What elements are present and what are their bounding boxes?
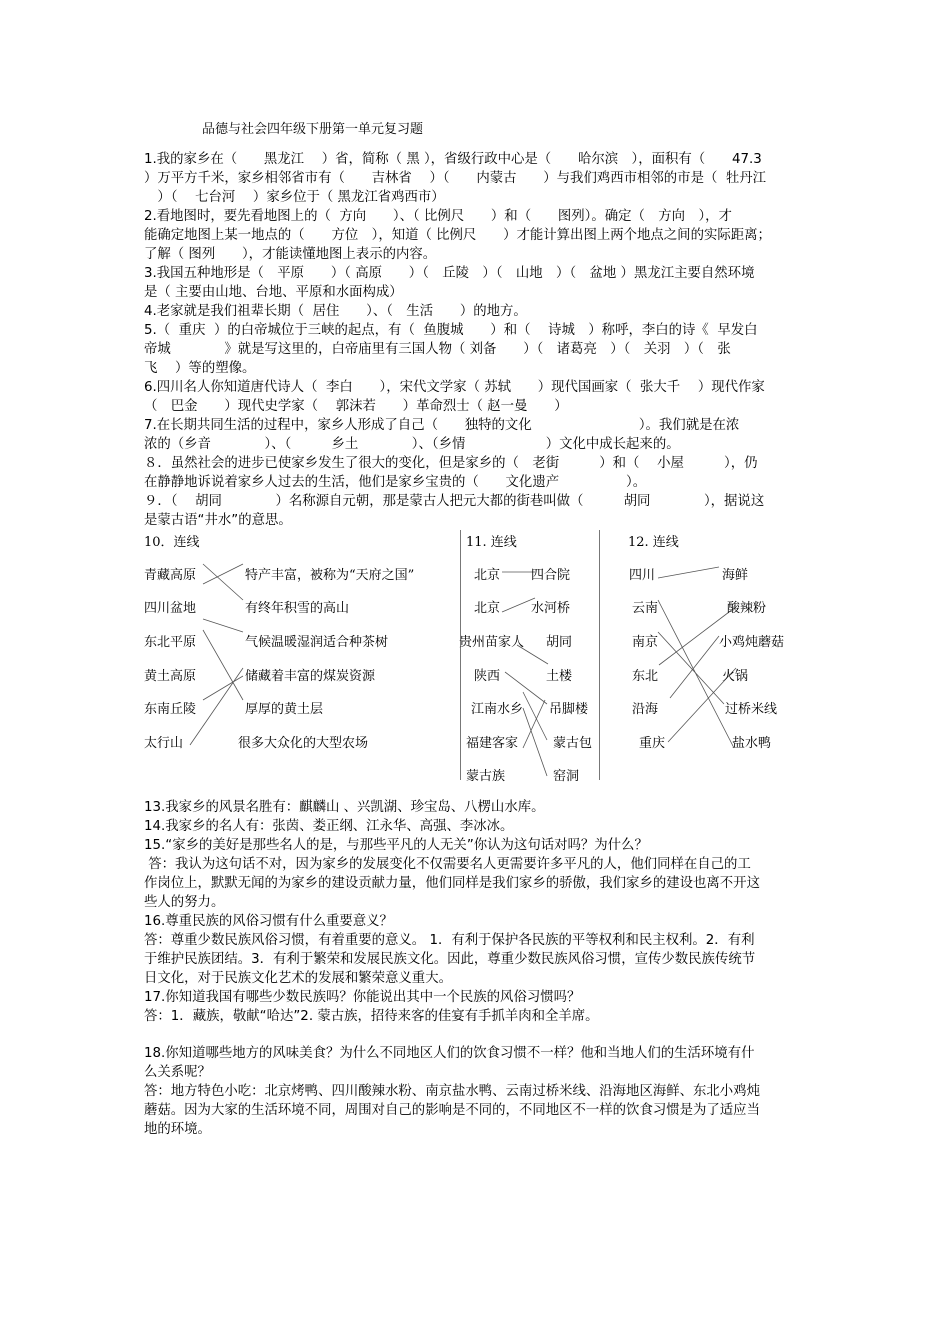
match-12-left: 南京 bbox=[632, 635, 659, 650]
match-12-right: 火锅 bbox=[722, 669, 749, 684]
match-11-left: 蒙古族 bbox=[466, 769, 506, 784]
match-11-left: 福建客家 bbox=[466, 736, 519, 751]
match-10-right: 特产丰富，被称为“天府之国” bbox=[245, 568, 415, 583]
match-11-right: 窑洞 bbox=[553, 769, 580, 784]
match-12-right: 过桥米线 bbox=[725, 702, 778, 717]
question-14: 14.我家乡的名人有：张茵、娄正纲、江永华、高强、李冰冰。 bbox=[144, 819, 514, 834]
match-10-right: 气候温暖湿润适合种茶树 bbox=[245, 635, 389, 650]
match-12-left: 云南 bbox=[632, 601, 659, 616]
page-title: 品德与社会四年级下册第一单元复习题 bbox=[202, 122, 424, 137]
match-12-left: 沿海 bbox=[632, 702, 659, 717]
match-11-right: 水河桥 bbox=[531, 601, 571, 616]
match-12-left: 四川 bbox=[629, 568, 656, 583]
question-3: 3.我国五种地形是（ 平原 ）（ 高原 ）（ 丘陵 ）（ 山地 ）（ 盆地 ）黑龙江主要自然环境 是（ 主要由山地、台地、平原和水面构成） bbox=[144, 266, 755, 300]
question-9: ９．（ 胡同 ）名称源自元朝，那是蒙古人把元大都的街巷叫做（ 胡同 ），据说这 是蒙古语“井水”的意思。 bbox=[144, 494, 765, 528]
question-1: 1.我的家乡在（ 黑龙江 ）省，简称（ 黑 ），省级行政中心是（ 哈尔滨 ），面积有（ 47.3 ）万平方千米，家乡相邻省市有（ 吉林省 ）（ 内蒙古 ）与我们鸡西市相邻的市是（ 牡丹江 ）（ 七台河 ）家乡位于（ 黑龙江省鸡西市） bbox=[144, 152, 767, 205]
match-11-right: 胡同 bbox=[546, 635, 573, 650]
match-10-left: 太行山 bbox=[144, 736, 184, 751]
match-11-left: 江南水乡 bbox=[471, 702, 524, 717]
question-5: 5.（ 重庆 ）的白帝城位于三峡的起点，有（ 鱼腹城 ）和（ 诗城 ）称呼，李白的诗《 早发白 帝城 》就是写这里的，白帝庙里有三国人物（ 刘备 ）（ 诸葛亮 ）（ 关羽 ）（ 张 飞 ）等的塑像。 bbox=[144, 323, 758, 376]
question-7: 7.在长期共同生活的过程中，家乡人形成了自己（ 独特的文化 ）。我们就是在浓 浓的（乡音 ）、（ 乡土 ）、（乡情 ）文化中成长起来的。 bbox=[144, 418, 740, 452]
match-10-left: 青藏高原 bbox=[144, 568, 197, 583]
match-12-right: 海鲜 bbox=[722, 568, 749, 583]
question-4: 4.老家就是我们祖辈长期（ 居住 ）、（ 生活 ）的地方。 bbox=[144, 304, 527, 319]
match-10-left: 四川盆地 bbox=[144, 601, 197, 616]
question-16: 16.尊重民族的风俗习惯有什么重要意义？ 答：尊重少数民族风俗习惯，有着重要的意义。 1．有利于保护各民族的平等权利和民主权利。2．有利 于维护民族团结。3．有利于繁荣和发展民族文化。因此，尊重少数民族风俗习惯，宣传少数民族传统节 日文化，对于民族文化艺术的发展和繁荣意义重大。 bbox=[144, 914, 756, 986]
question-17: 17.你知道我国有哪些少数民族吗？你能说出其中一个民族的风俗习惯吗？ 答：1．藏族，敬献“哈达”2. 蒙古族，招待来客的佳宴有手抓羊肉和全羊席。 bbox=[144, 990, 599, 1024]
match-10-right: 厚厚的黄土层 bbox=[245, 702, 324, 717]
match-11-left: 北京 bbox=[474, 568, 501, 583]
match-10-left: 黄土高原 bbox=[144, 669, 197, 684]
question-13: 13.我家乡的风景名胜有：麒麟山 、兴凯湖、珍宝岛、八楞山水库。 bbox=[144, 800, 545, 815]
match-11-right: 四合院 bbox=[531, 568, 571, 583]
match-12-right: 酸辣粉 bbox=[727, 601, 767, 616]
match-10-right: 很多大众化的大型农场 bbox=[238, 736, 369, 751]
match-12-left: 东北 bbox=[632, 669, 659, 684]
question-15: 15.“家乡的美好是那些名人的是，与那些平凡的人无关”你认为这句话对吗？为什么？ 答：我认为这句话不对，因为家乡的发展变化不仅需要名人更需要许多平凡的人，他们同样在自己的工 作岗位上，默默无闻的为家乡的建设贡献力量，他们同样是我们家乡的骄傲，我们家乡的建设也离不开这 些人的努力。 bbox=[144, 838, 760, 910]
match-11-left: 北京 bbox=[474, 601, 501, 616]
match-11-right: 蒙古包 bbox=[553, 736, 593, 751]
match-12-heading: 12. 连线 bbox=[628, 535, 679, 550]
match-12-right: 小鸡炖蘑菇 bbox=[719, 635, 785, 650]
match-10-heading: 10．连线 bbox=[144, 535, 200, 550]
match-12-left: 重庆 bbox=[639, 736, 666, 751]
question-8: ８．虽然社会的进步已使家乡发生了很大的变化，但是家乡的（ 老街 ）和（ 小屋 ），仍 在静静地诉说着家乡人过去的生活，他们是家乡宝贵的（ 文化遗产 ）。 bbox=[144, 456, 758, 490]
match-11-heading: 11. 连线 bbox=[466, 535, 517, 550]
match-11-right: 土楼 bbox=[546, 669, 573, 684]
match-11-left: 贵州苗家人 bbox=[459, 635, 525, 650]
question-6: 6.四川名人你知道唐代诗人（ 李白 ），宋代文学家（ 苏轼 ）现代国画家（ 张大千 ）现代作家 （ 巴金 ）现代史学家（ 郭沫若 ）革命烈士（ 赵一曼 ） bbox=[144, 380, 765, 414]
match-11-right: 吊脚楼 bbox=[549, 702, 589, 717]
question-18: 18.你知道哪些地方的风味美食？为什么不同地区人们的饮食习惯不一样？他和当地人们的生活环境有什 么关系呢？ 答：地方特色小吃：北京烤鸭、四川酸辣水粉、南京盐水鸭、云南过桥米线、沿海地区海鲜、东北小鸡炖 蘑菇。因为大家的生活环境不同，周围对自己的影响是不同的，不同地区不一样的饮食习惯是为了适应当 地的环境。 bbox=[144, 1046, 760, 1137]
match-10-right: 储藏着丰富的煤炭资源 bbox=[245, 669, 376, 684]
match-10-left: 东北平原 bbox=[144, 635, 197, 650]
match-10-left: 东南丘陵 bbox=[144, 702, 197, 717]
match-10-right: 有终年积雪的高山 bbox=[245, 601, 350, 616]
match-12-right: 盐水鸭 bbox=[732, 736, 772, 751]
question-2: 2.看地图时，要先看地图上的（ 方向 ）、（ 比例尺 ）和（ 图列）。确定（ 方向 ），才 能确定地图上某一地点的（ 方位 ），知道（ 比例尺 ）才能计算出图上两个地点之间的实际距离； 了解（ 图列 ），才能读懂地图上表示的内容。 bbox=[144, 209, 771, 262]
match-11-left: 陕西 bbox=[474, 669, 501, 684]
